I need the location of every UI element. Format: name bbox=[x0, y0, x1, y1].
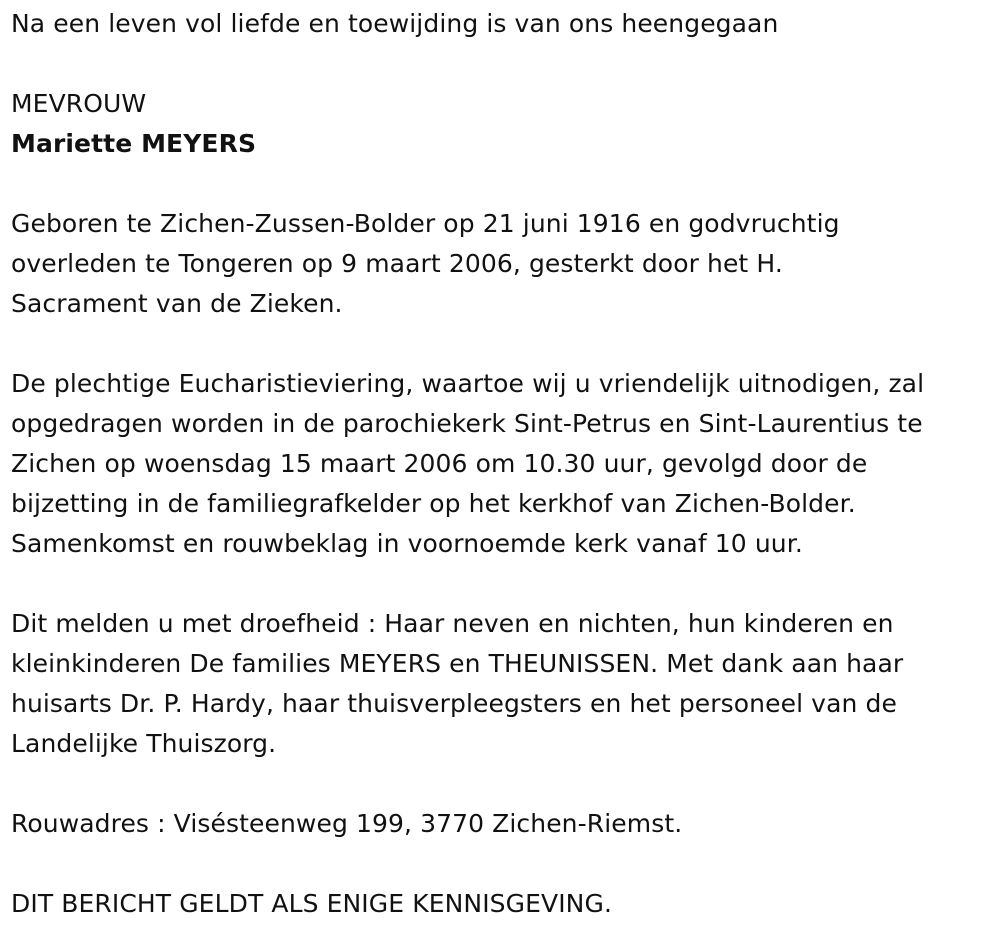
paragraph-line: Zichen op woensdag 15 maart 2006 om 10.30 uur, gevolgd door de bbox=[11, 449, 868, 478]
honorific: MEVROUW bbox=[11, 89, 147, 118]
paragraph-line: Geboren te Zichen-Zussen-Bolder op 21 juni 1916 en godvruchtig bbox=[11, 209, 840, 238]
birth-death-paragraph bbox=[11, 204, 991, 324]
spacer bbox=[11, 164, 991, 204]
paragraph-line: opgedragen worden in de parochiekerk Sint-Petrus en Sint-Laurentius te bbox=[11, 409, 923, 438]
spacer bbox=[11, 44, 991, 84]
paragraph-line: overleden te Tongeren op 9 maart 2006, gesterkt door het H. bbox=[11, 249, 783, 278]
paragraph-line: Dit melden u met droefheid : Haar neven en nichten, hun kinderen en bbox=[11, 609, 894, 638]
paragraph-line: De plechtige Eucharistieviering, waartoe wij u vriendelijk uitnodigen, zal bbox=[11, 369, 925, 398]
paragraph-line: bijzetting in de familiegrafkelder op het kerkhof van Zichen-Bolder. bbox=[11, 489, 856, 518]
paragraph-line: kleinkinderen De families MEYERS en THEUNISSEN. Met dank aan haar bbox=[11, 649, 904, 678]
spacer bbox=[11, 844, 991, 884]
mourning-address: Rouwadres : Visésteenweg 199, 3770 Zichen-Riemst. bbox=[11, 809, 683, 838]
intro-line: Na een leven vol liefde en toewijding is van ons heengegaan bbox=[11, 9, 779, 38]
paragraph-line: Samenkomst en rouwbeklag in voornoemde kerk vanaf 10 uur. bbox=[11, 529, 803, 558]
spacer bbox=[11, 564, 991, 604]
paragraph-line: Landelijke Thuiszorg. bbox=[11, 729, 277, 758]
paragraph-line: huisarts Dr. P. Hardy, haar thuisverpleegsters en het personeel van de bbox=[11, 689, 897, 718]
closing-statement: DIT BERICHT GELDT ALS ENIGE KENNISGEVING. bbox=[11, 889, 612, 918]
ceremony-paragraph bbox=[11, 364, 991, 564]
spacer bbox=[11, 324, 991, 364]
deceased-name: Mariette MEYERS bbox=[11, 129, 257, 158]
family-paragraph bbox=[11, 604, 991, 764]
death-notice bbox=[11, 4, 991, 924]
spacer bbox=[11, 764, 991, 804]
paragraph-line: Sacrament van de Zieken. bbox=[11, 289, 343, 318]
